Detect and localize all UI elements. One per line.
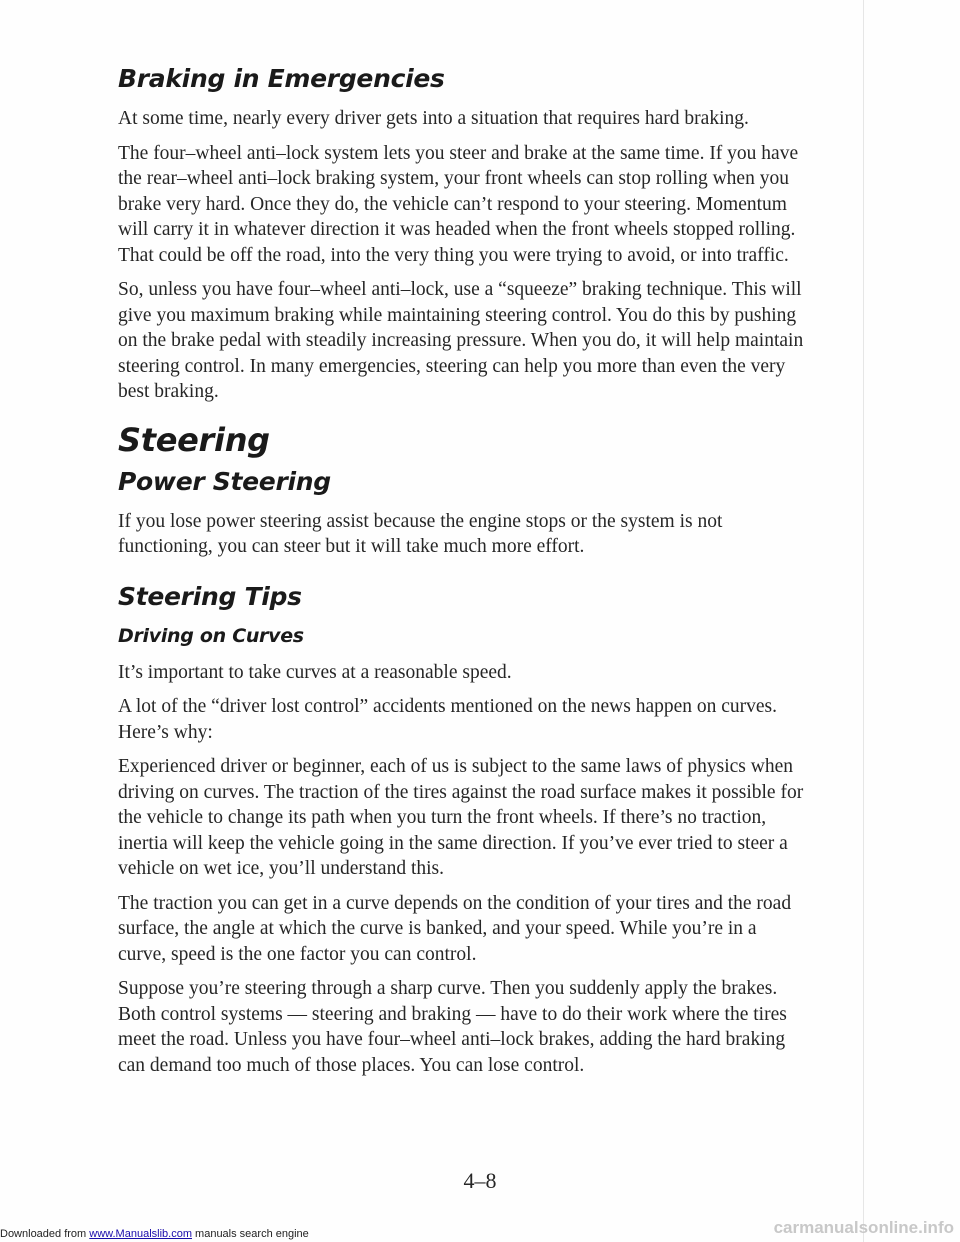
braking-heading: Braking in Emergencies — [118, 64, 445, 93]
page-edge-line — [863, 0, 864, 1242]
manualslib-link[interactable]: www.Manualslib.com — [89, 1228, 192, 1240]
curves-paragraph-2: A lot of the “driver lost control” accidents mentioned on the news happen on curves. Here’s why: — [118, 696, 778, 743]
page-number: 4–8 — [463, 1168, 497, 1193]
braking-paragraph-2: The four–wheel anti–lock system lets you steer and brake at the same time. If you have the rear–wheel anti–lock braking system, your front wheels can stop rolling when you brake very hard. Once they do, the vehicle can’t respond to your steering. Momentum will carry it in whatever direction it was headed when the front wheels stopped rolling. That could be off the road, into the very thing you were trying to avoid, or into traffic. — [118, 142, 799, 266]
power-steering-heading: Power Steering — [118, 466, 331, 496]
page-content — [118, 62, 808, 1087]
driving-on-curves-heading: Driving on Curves — [118, 624, 304, 647]
braking-paragraph-1: At some time, nearly every driver gets into a situation that requires hard braking. — [118, 108, 749, 129]
curves-paragraph-4: The traction you can get in a curve depends on the condition of your tires and the road surface, the angle at which the curve is banked, and your speed. While you’re in a curve, speed is the one factor you can control. — [118, 892, 792, 965]
power-steering-paragraph: If you lose power steering assist because the engine stops or the system is not functioning, you can steer but it will take much more effort. — [118, 510, 723, 557]
braking-paragraph-3: So, unless you have four–wheel anti–lock, use a “squeeze” braking technique. This will give you maximum braking while maintaining steering control. You do this by pushing on the brake pedal with steadily increasing pressure. When you do, it will help maintain steering control. In many emergencies, steering can help you more than even the very best braking. — [118, 279, 804, 402]
download-footer — [0, 1227, 309, 1241]
steering-heading: Steering — [118, 420, 270, 459]
curves-paragraph-3: Experienced driver or beginner, each of us is subject to the same laws of physics when driving on curves. The traction of the tires against the road surface makes it possible for the vehicle to change its path when you turn the front wheels. If there’s no traction, inertia will keep the vehicle going in the same direction. If you’ve ever tried to steer a vehicle on wet ice, you’ll understand this. — [118, 756, 804, 879]
watermark-text: carmanualsonline.info — [773, 1218, 954, 1237]
curves-paragraph-5: Suppose you’re steering through a sharp curve. Then you suddenly apply the brakes. Both control systems — steering and braking — have to do their work where the tires meet the road. Unless you have four–wheel anti–lock brakes, adding the hard braking can demand too much of those places. You can lose control. — [118, 978, 787, 1076]
curves-paragraph-1: It’s important to take curves at a reasonable speed. — [118, 661, 512, 683]
steering-tips-heading: Steering Tips — [118, 581, 302, 611]
footer-suffix: manuals search engine — [191, 1228, 309, 1240]
footer-prefix: Downloaded from — [0, 1228, 90, 1240]
